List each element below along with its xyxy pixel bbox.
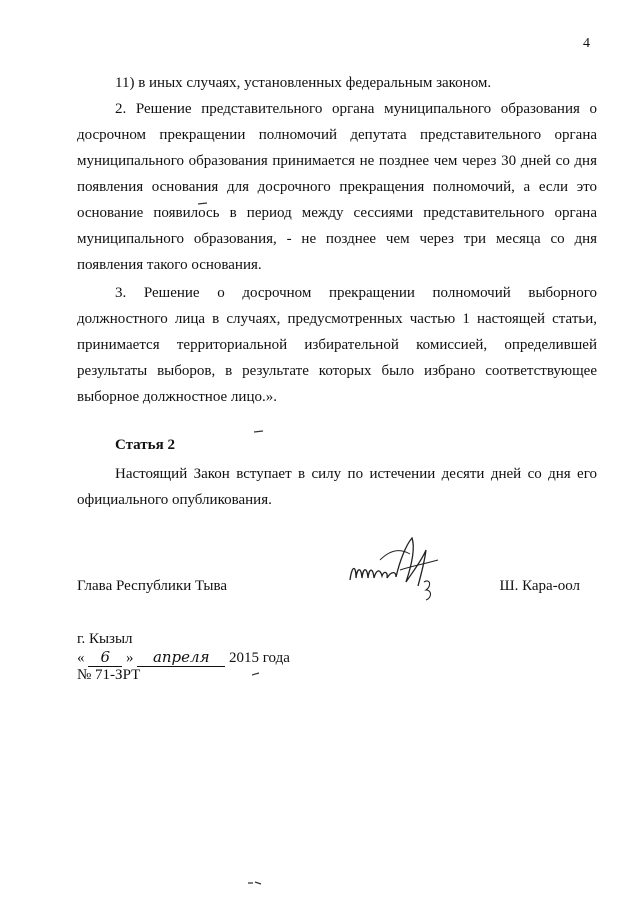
- article-2-text: Настоящий Закон вступает в силу по истечении десяти дней со дня его официального опубликования.: [77, 466, 597, 508]
- place-of-signing: г. Кызыл: [77, 631, 133, 647]
- date-line: [77, 648, 290, 667]
- signatory-position: Глава Республики Тыва: [77, 578, 228, 594]
- date-close-quote: »: [126, 650, 134, 666]
- paragraph-item-2: 2. Решение представительного органа муниципального образования о досрочном прекращении полномочий депутата представительного органа муниципального образования принимается не позднее чем через 30 дней со дня появления основания для досрочного прекращения полномочий, а если это основание появилось в период между сессиями представительного органа муниципального образования, - не позднее чем через три месяца со дня появления такого основания.: [77, 101, 597, 273]
- scan-speck: [252, 672, 260, 678]
- scan-speck: [248, 880, 262, 886]
- date-year: 2015 года: [229, 650, 290, 666]
- paragraph-item-3: 3. Решение о досрочном прекращении полномочий выборного должностного лица в случаях, предусмотренных частью 1 настоящей статьи, принимается территориальной избирательной комиссией, определившей результаты выборов, в результате которых было избрано соответствующее выборное должностное лицо.».: [77, 285, 597, 405]
- page-number: 4: [583, 36, 590, 51]
- signatory-name: Ш. Кара-оол: [499, 578, 580, 594]
- signature-block: [77, 574, 597, 604]
- date-open-quote: «: [77, 650, 85, 666]
- paragraph-item-11: 11) в иных случаях, установленных федеральным законом.: [115, 75, 492, 91]
- handwritten-signature: [340, 520, 450, 610]
- scan-speck: [254, 430, 264, 434]
- article-2-heading: Статья 2: [115, 437, 175, 453]
- scan-speck: [198, 202, 208, 206]
- date-day: 6: [88, 648, 122, 667]
- date-month: апреля: [137, 648, 225, 667]
- law-number: № 71-ЗРТ: [77, 667, 141, 683]
